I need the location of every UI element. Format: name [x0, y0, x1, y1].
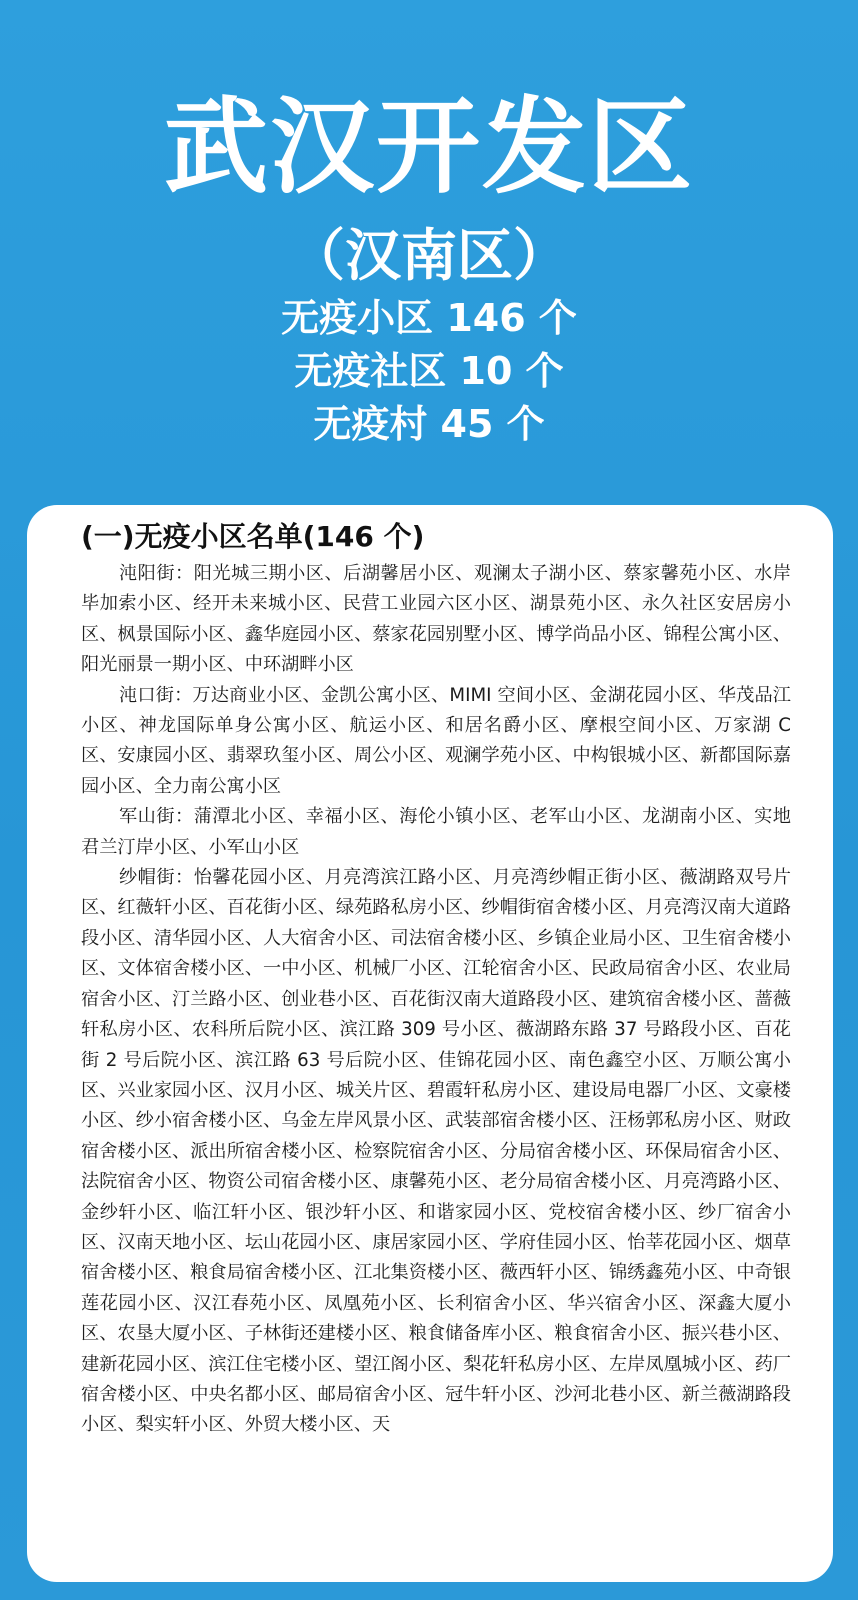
stat-communities: 无疫小区 146 个 [281, 296, 577, 340]
page-title: 武汉开发区 [163, 86, 694, 208]
stat-neighborhoods: 无疫社区 10 个 [294, 349, 564, 393]
page-subtitle: （汉南区） [289, 224, 569, 289]
street-paragraph-junshan: 军山街：蒲潭北小区、幸福小区、海伦小镇小区、老军山小区、龙湖南小区、实地君兰汀岸小区、小军山小区 [81, 806, 791, 858]
street-paragraph-zhuanyang: 沌阳街：阳光城三期小区、后湖馨居小区、观澜太子湖小区、蔡家馨苑小区、水岸毕加索小区、经开未来城小区、民营工业园六区小区、湖景苑小区、永久社区安居房小区、枫景国际小区、鑫华庭园小区、蔡家花园别墅小区、博学尚品小区、锦程公寓小区、阳光丽景一期小区、中环湖畔小区 [81, 563, 791, 676]
street-paragraph-zhuankou: 沌口街：万达商业小区、金凯公寓小区、MIMI 空间小区、金湖花园小区、华茂品江小区、神龙国际单身公寓小区、航运小区、和居名爵小区、摩根空间小区、万家湖 C 区、安康园小区、翡翠玖玺小区、周公小区、观澜学苑小区、中构银城小区、新都国际嘉园小区、全力南公寓小区 [81, 684, 791, 797]
street-paragraph-shamao: 纱帽街：怡馨花园小区、月亮湾滨江路小区、月亮湾纱帽正街小区、薇湖路双号片区、红薇轩小区、百花街小区、绿苑路私房小区、纱帽街宿舍楼小区、月亮湾汉南大道路段小区、清华园小区、人大宿舍小区、司法宿舍楼小区、乡镇企业局小区、卫生宿舍楼小区、文体宿舍楼小区、一中小区、机械厂小区、江轮宿舍小区、民政局宿舍小区、农业局宿舍小区、汀兰路小区、创业巷小区、百花街汉南大道路段小区、建筑宿舍楼小区、蔷薇轩私房小区、农科所后院小区、滨江路 309 号小区、薇湖路东路 37 号路段小区、百花街 2 号后院小区、滨江路 63 号后院小区、佳锦花园小区、南色鑫空小区、万顺公寓小区、兴业家园小区、汉月小区、城关片区、碧霞轩私房小区、建设局电器厂小区、文豪楼小区、纱小宿舍楼小区、乌金左岸风景小区、武装部宿舍楼小区、汪杨郭私房小区、财政宿舍楼小区、派出所宿舍楼小区、检察院宿舍小区、分局宿舍楼小区、环保局宿舍小区、法院宿舍小区、物资公司宿舍楼小区、康馨苑小区、老分局宿舍楼小区、月亮湾路小区、金纱轩小区、临江轩小区、银沙轩小区、和谐家园小区、党校宿舍楼小区、纱厂宿舍小区、汉南天地小区、坛山花园小区、康居家园小区、学府佳园小区、怡莘花园小区、烟草宿舍楼小区、粮食局宿舍楼小区、江北集资楼小区、薇西轩小区、锦绣鑫苑小区、中奇银莲花园小区、汉江春苑小区、凤凰苑小区、长利宿舍小区、华兴宿舍小区、深鑫大厦小区、农垦大厦小区、子林街还建楼小区、粮食储备库小区、粮食宿舍小区、振兴巷小区、建新花园小区、滨江住宅楼小区、望江阁小区、梨花轩私房小区、左岸凤凰城小区、药厂宿舍楼小区、中央名都小区、邮局宿舍小区、冠牛轩小区、沙河北巷小区、新兰薇湖路段小区、梨实轩小区、外贸大楼小区、天 [81, 867, 791, 1436]
list-card [27, 505, 833, 1582]
section-title: (一)无疫小区名单(146 个) [81, 520, 425, 553]
poster-header [0, 0, 858, 505]
stat-villages: 无疫村 45 个 [313, 402, 545, 446]
